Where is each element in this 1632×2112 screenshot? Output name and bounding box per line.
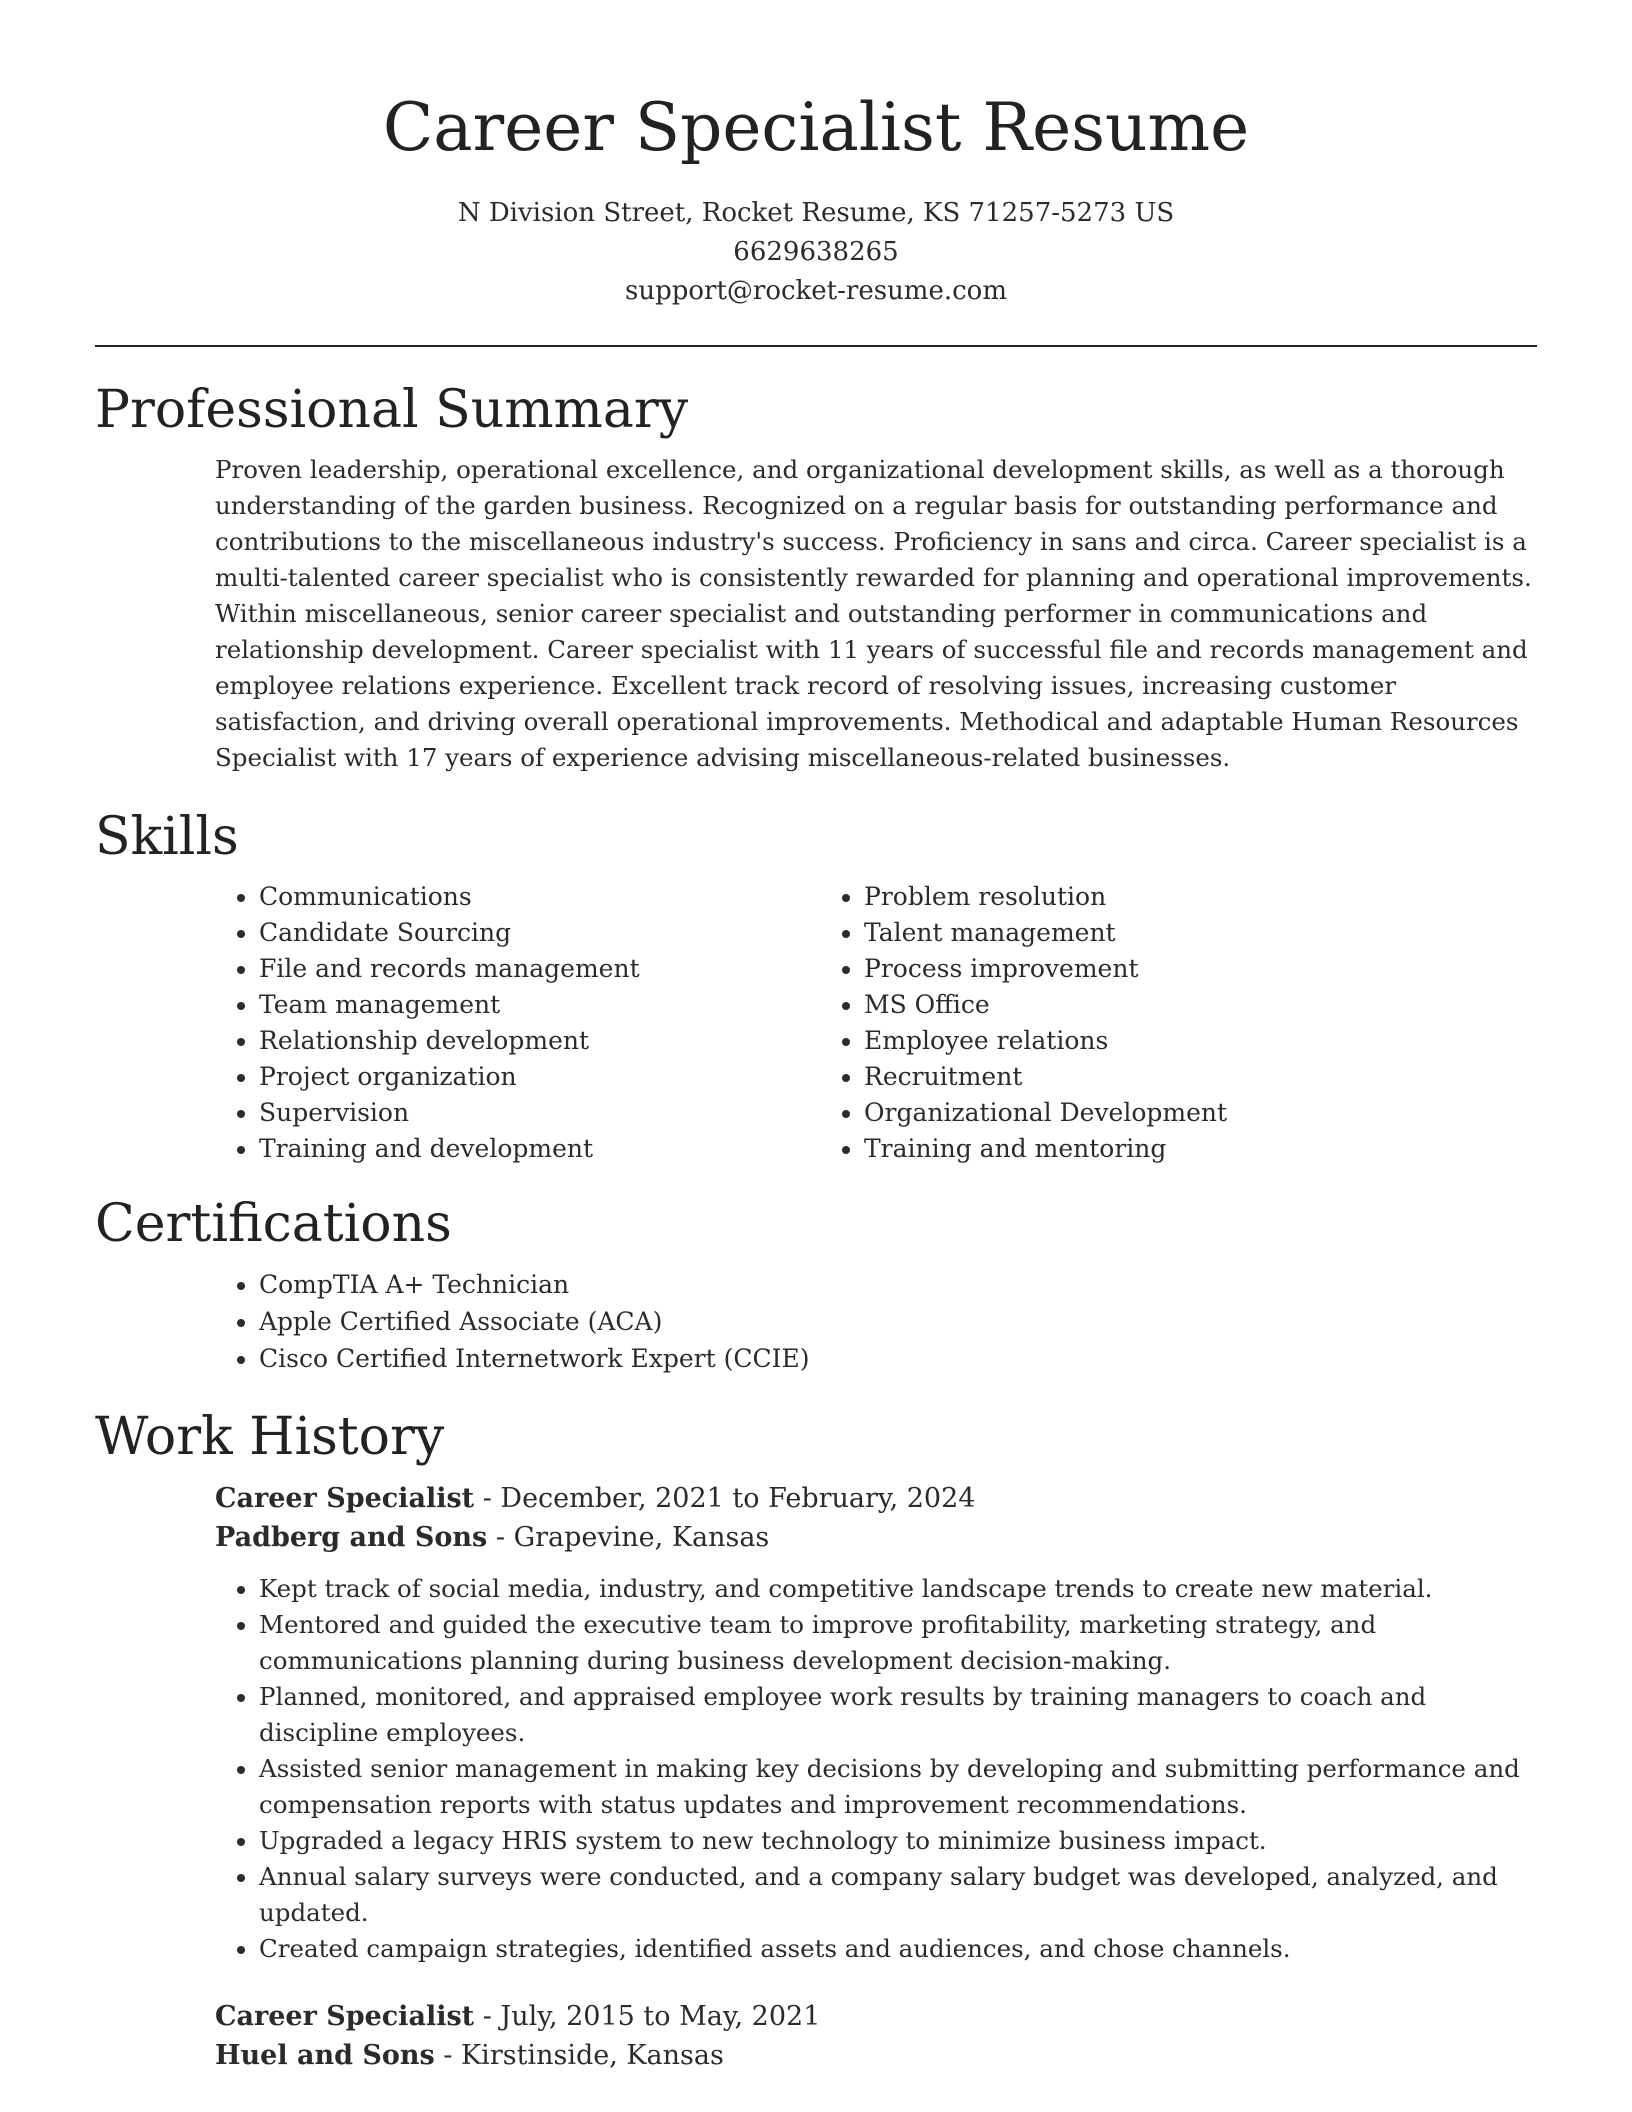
- job-location: Grapevine, Kansas: [513, 1522, 770, 1553]
- certification-item: • Cisco Certified Internetwork Expert (CCIE): [259, 1340, 1537, 1377]
- job-bullet: • Created campaign strategies, identified assets and audiences, and chose channels.: [259, 1931, 1537, 1967]
- skill-item: • Project organization: [259, 1059, 820, 1095]
- contact-email: support@rocket-resume.com: [624, 276, 1007, 306]
- summary-text: Proven leadership, operational excellence, and organizational development skills, as well as a thorough understanding of the garden business. Recognized on a regular basis for outstanding performance and contributions to the miscellaneous industry's success. Proficiency in sans and circa. Career specialist is a multi-talented career specialist who is consistently rewarded for planning and operational improvements. Within miscellaneous, senior career specialist and outstanding performer in communications and relationship development. Career specialist with 11 years of successful file and records management and employee relations experience. Excellent track record of resolving issues, increasing customer satisfaction, and driving overall operational improvements. Methodical and adaptable Human Resources Specialist with 17 years of experience advising miscellaneous-related businesses.: [215, 455, 1532, 772]
- certification-item: • CompTIA A+ Technician: [259, 1266, 1537, 1303]
- job-title-line: Career Specialist - December, 2021 to February, 2024: [215, 1483, 976, 1514]
- job-company: Padberg and Sons: [215, 1522, 488, 1553]
- certifications-list: [215, 1266, 1537, 1377]
- skill-item: • Training and development: [259, 1131, 820, 1167]
- contact-phone: 6629638265: [733, 237, 899, 267]
- skill-item: • Recruitment: [864, 1059, 1227, 1095]
- contact-address: N Division Street, Rocket Resume, KS 71257-5273 US: [457, 198, 1175, 228]
- certifications-heading: Certifications: [95, 1194, 452, 1254]
- skill-item: • Team management: [259, 987, 820, 1023]
- skills-section: [0, 805, 1632, 1167]
- resume-header: [0, 0, 1632, 311]
- work-history-section: [0, 1405, 1632, 2075]
- job-dates: December, 2021 to February, 2024: [500, 1483, 976, 1514]
- job-title-line: Career Specialist - July, 2015 to May, 2021: [215, 2001, 821, 2032]
- skills-list-right: [820, 879, 1227, 1167]
- job-dates: July, 2015 to May, 2021: [500, 2001, 821, 2032]
- skill-item: • MS Office: [864, 987, 1227, 1023]
- skill-item: • File and records management: [259, 951, 820, 987]
- skills-heading: Skills: [95, 807, 239, 867]
- job-bullet: • Assisted senior management in making key decisions by developing and submitting performance and compensation reports with status updates and improvement recommendations.: [259, 1751, 1537, 1823]
- job-title: Career Specialist: [215, 1483, 475, 1514]
- job-bullet: • Upgraded a legacy HRIS system to new technology to minimize business impact.: [259, 1823, 1537, 1859]
- skill-item: • Relationship development: [259, 1023, 820, 1059]
- summary-heading: Professional Summary: [95, 380, 689, 440]
- skill-item: • Employee relations: [864, 1023, 1227, 1059]
- skill-item: • Training and mentoring: [864, 1131, 1227, 1167]
- job-entry: [215, 1997, 1537, 2075]
- skill-item: • Communications: [259, 879, 820, 915]
- certification-item: • Apple Certified Associate (ACA): [259, 1303, 1537, 1340]
- skill-item: • Problem resolution: [864, 879, 1227, 915]
- certifications-section: [0, 1192, 1632, 1377]
- skill-item: • Organizational Development: [864, 1095, 1227, 1131]
- work-history-heading: Work History: [95, 1407, 445, 1467]
- header-divider: [95, 345, 1537, 347]
- skill-item: • Process improvement: [864, 951, 1227, 987]
- job-bullet: • Planned, monitored, and appraised employee work results by training managers to coach and discipline employees.: [259, 1679, 1537, 1751]
- skill-item: • Talent management: [864, 915, 1227, 951]
- job-bullets: [215, 1571, 1537, 1967]
- job-location: Kirstinside, Kansas: [461, 2040, 724, 2071]
- resume-title: Career Specialist Resume: [382, 89, 1250, 166]
- skills-list-left: [215, 879, 820, 1167]
- job-entry: [215, 1479, 1537, 1967]
- skill-item: • Supervision: [259, 1095, 820, 1131]
- job-company: Huel and Sons: [215, 2040, 435, 2071]
- contact-info: [0, 194, 1632, 311]
- job-bullet: • Mentored and guided the executive team to improve profitability, marketing strategy, and communications planning during business development decision-making.: [259, 1607, 1537, 1679]
- summary-section: [0, 378, 1632, 776]
- job-company-line: Padberg and Sons - Grapevine, Kansas: [215, 1522, 770, 1553]
- job-bullet: • Annual salary surveys were conducted, and a company salary budget was developed, analyzed, and updated.: [259, 1859, 1537, 1931]
- skill-item: • Candidate Sourcing: [259, 915, 820, 951]
- job-title: Career Specialist: [215, 2001, 475, 2032]
- job-bullet: • Kept track of social media, industry, and competitive landscape trends to create new material.: [259, 1571, 1537, 1607]
- skills-grid: [215, 879, 1537, 1167]
- job-company-line: Huel and Sons - Kirstinside, Kansas: [215, 2040, 724, 2071]
